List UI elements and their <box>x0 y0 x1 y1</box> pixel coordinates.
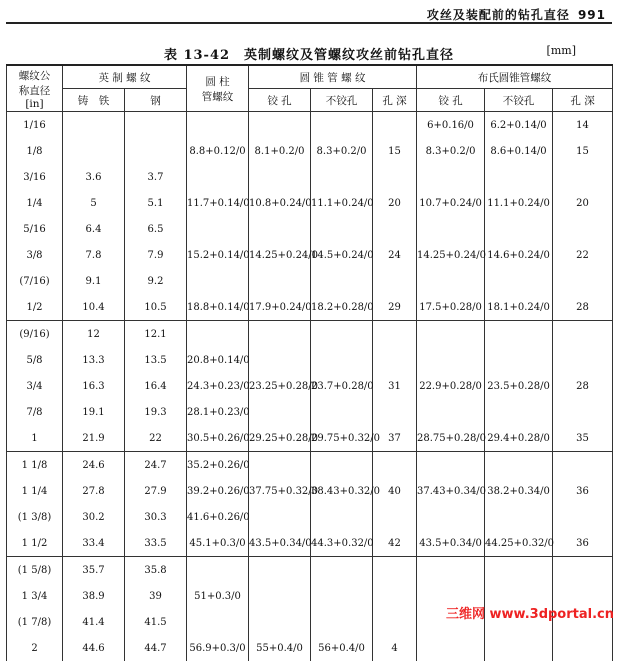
cell-thread-size: 1 1/4 <box>7 478 63 504</box>
cell-taper-not-reamed: 56+0.4/0 <box>311 635 373 661</box>
cell-taper-depth <box>373 347 417 373</box>
cell-taper-not-reamed: 29.75+0.32/0 <box>311 425 373 452</box>
table-row <box>7 268 613 294</box>
cell-cylindrical-pipe <box>187 216 249 242</box>
cell-npt-reamed <box>417 635 485 661</box>
cell-cast-iron: 38.9 <box>63 583 125 609</box>
cell-taper-depth <box>373 609 417 635</box>
col-uk-group: 英 制 螺 纹 <box>63 65 187 89</box>
cell-taper-depth: 20 <box>373 190 417 216</box>
cell-taper-depth <box>373 321 417 348</box>
cell-steel: 33.5 <box>125 530 187 557</box>
cell-npt-reamed <box>417 216 485 242</box>
cell-taper-depth: 31 <box>373 373 417 399</box>
cell-npt-not-reamed <box>485 321 553 348</box>
cell-thread-size: 3/4 <box>7 373 63 399</box>
cell-npt-reamed: 17.5+0.28/0 <box>417 294 485 321</box>
table-row <box>7 635 613 661</box>
table-row <box>7 504 613 530</box>
cell-thread-size: (7/16) <box>7 268 63 294</box>
col-npt-reamed: 铰 孔 <box>417 89 485 112</box>
cell-taper-not-reamed <box>311 347 373 373</box>
header-text: 攻丝及装配前的钻孔直径 <box>426 8 570 22</box>
cell-cylindrical-pipe: 18.8+0.14/0 <box>187 294 249 321</box>
cell-npt-not-reamed <box>485 216 553 242</box>
col-npt-depth: 孔 深 <box>553 89 613 112</box>
cell-taper-reamed <box>249 112 311 139</box>
cell-thread-size: 7/8 <box>7 399 63 425</box>
cell-thread-size: 1 1/8 <box>7 452 63 479</box>
cell-taper-not-reamed <box>311 557 373 584</box>
cell-cylindrical-pipe: 56.9+0.3/0 <box>187 635 249 661</box>
cell-cast-iron: 12 <box>63 321 125 348</box>
cell-taper-reamed <box>249 268 311 294</box>
col-steel: 钢 <box>125 89 187 112</box>
cell-taper-depth: 29 <box>373 294 417 321</box>
cell-taper-depth <box>373 583 417 609</box>
cell-npt-not-reamed: 29.4+0.28/0 <box>485 425 553 452</box>
cell-npt-depth: 36 <box>553 478 613 504</box>
cell-cast-iron: 3.6 <box>63 164 125 190</box>
col-taper-reamed: 铰 孔 <box>249 89 311 112</box>
cell-taper-depth <box>373 216 417 242</box>
cell-cast-iron: 33.4 <box>63 530 125 557</box>
cell-cast-iron: 30.2 <box>63 504 125 530</box>
cell-thread-size: 5/8 <box>7 347 63 373</box>
cell-taper-not-reamed <box>311 452 373 479</box>
cell-npt-not-reamed <box>485 399 553 425</box>
cell-cylindrical-pipe: 30.5+0.26/0 <box>187 425 249 452</box>
col-taper-depth: 孔 深 <box>373 89 417 112</box>
cell-npt-depth <box>553 347 613 373</box>
col-size-header: 螺纹公 称直径 [in] <box>7 65 63 112</box>
cell-taper-depth: 40 <box>373 478 417 504</box>
cell-thread-size: 1/16 <box>7 112 63 139</box>
cell-npt-reamed <box>417 452 485 479</box>
cell-taper-depth: 24 <box>373 242 417 268</box>
cell-cast-iron: 10.4 <box>63 294 125 321</box>
cell-steel: 24.7 <box>125 452 187 479</box>
cell-steel: 7.9 <box>125 242 187 268</box>
cell-taper-depth <box>373 399 417 425</box>
cell-taper-reamed: 10.8+0.24/0 <box>249 190 311 216</box>
cell-steel: 27.9 <box>125 478 187 504</box>
cell-taper-not-reamed: 44.3+0.32/0 <box>311 530 373 557</box>
cell-cast-iron: 21.9 <box>63 425 125 452</box>
cell-cast-iron: 13.3 <box>63 347 125 373</box>
cell-thread-size: 5/16 <box>7 216 63 242</box>
cell-npt-not-reamed <box>485 557 553 584</box>
cell-thread-size: (1 5/8) <box>7 557 63 584</box>
cell-npt-depth: 36 <box>553 530 613 557</box>
cell-cylindrical-pipe: 35.2+0.26/0 <box>187 452 249 479</box>
cell-cylindrical-pipe: 20.8+0.14/0 <box>187 347 249 373</box>
cell-taper-reamed: 14.25+0.24/0 <box>249 242 311 268</box>
table-row <box>7 373 613 399</box>
cell-cylindrical-pipe: 45.1+0.3/0 <box>187 530 249 557</box>
cell-taper-reamed <box>249 321 311 348</box>
cell-taper-reamed: 43.5+0.34/0 <box>249 530 311 557</box>
cell-thread-size: (1 3/8) <box>7 504 63 530</box>
cell-npt-reamed: 28.75+0.28/0 <box>417 425 485 452</box>
table-row <box>7 242 613 268</box>
cell-taper-depth: 4 <box>373 635 417 661</box>
cell-npt-reamed: 8.3+0.2/0 <box>417 138 485 164</box>
cell-steel: 22 <box>125 425 187 452</box>
cell-npt-depth: 35 <box>553 425 613 452</box>
cell-npt-depth <box>553 635 613 661</box>
cell-cylindrical-pipe <box>187 321 249 348</box>
col-npt-group: 布氏圆锥管螺纹 <box>417 65 613 89</box>
cell-taper-depth <box>373 452 417 479</box>
cell-taper-reamed <box>249 399 311 425</box>
cell-npt-depth <box>553 321 613 348</box>
cell-taper-reamed <box>249 347 311 373</box>
cell-npt-depth <box>553 399 613 425</box>
cell-cast-iron: 41.4 <box>63 609 125 635</box>
cell-taper-reamed <box>249 557 311 584</box>
cell-taper-depth: 37 <box>373 425 417 452</box>
cell-cylindrical-pipe <box>187 557 249 584</box>
cell-npt-not-reamed: 6.2+0.14/0 <box>485 112 553 139</box>
page-number: 991 <box>577 8 606 22</box>
cell-npt-reamed: 14.25+0.24/0 <box>417 242 485 268</box>
cell-thread-size: 1 3/4 <box>7 583 63 609</box>
cell-npt-not-reamed: 38.2+0.34/0 <box>485 478 553 504</box>
table-row <box>7 530 613 557</box>
col-cast-iron: 铸 铁 <box>63 89 125 112</box>
cell-steel <box>125 138 187 164</box>
table-row <box>7 190 613 216</box>
cell-taper-not-reamed <box>311 399 373 425</box>
cell-npt-not-reamed: 23.5+0.28/0 <box>485 373 553 399</box>
table-row <box>7 557 613 584</box>
cell-taper-depth <box>373 112 417 139</box>
cell-thread-size: 3/16 <box>7 164 63 190</box>
cell-cast-iron: 27.8 <box>63 478 125 504</box>
cell-steel: 39 <box>125 583 187 609</box>
drill-diameter-table <box>6 64 613 661</box>
cell-npt-depth <box>553 452 613 479</box>
table-title: 表 13-42 英制螺纹及管螺纹攻丝前钻孔直径 <box>163 48 455 63</box>
cell-steel: 6.5 <box>125 216 187 242</box>
watermark: 三维网 www.3dportal.cn <box>445 607 614 622</box>
cell-cast-iron: 6.4 <box>63 216 125 242</box>
cell-thread-size: 1 1/2 <box>7 530 63 557</box>
cell-steel: 16.4 <box>125 373 187 399</box>
col-taper-group: 圆 锥 管 螺 纹 <box>249 65 417 89</box>
cell-taper-not-reamed <box>311 504 373 530</box>
cell-steel: 35.8 <box>125 557 187 584</box>
cell-npt-reamed: 37.43+0.34/0 <box>417 478 485 504</box>
cell-cylindrical-pipe: 51+0.3/0 <box>187 583 249 609</box>
table-row <box>7 478 613 504</box>
cell-thread-size: (1 7/8) <box>7 609 63 635</box>
col-cylindrical: 圆 柱 管螺纹 <box>187 65 249 112</box>
cell-npt-not-reamed <box>485 635 553 661</box>
cell-steel: 12.1 <box>125 321 187 348</box>
table-row <box>7 216 613 242</box>
cell-cylindrical-pipe: 8.8+0.12/0 <box>187 138 249 164</box>
cell-npt-reamed <box>417 268 485 294</box>
cell-taper-reamed: 29.25+0.28/0 <box>249 425 311 452</box>
table-row <box>7 112 613 139</box>
cell-npt-not-reamed <box>485 452 553 479</box>
cell-cylindrical-pipe <box>187 268 249 294</box>
header-rule <box>6 22 612 24</box>
cell-npt-not-reamed: 44.25+0.32/0 <box>485 530 553 557</box>
cell-cast-iron: 9.1 <box>63 268 125 294</box>
table-row <box>7 425 613 452</box>
cell-cast-iron <box>63 138 125 164</box>
table-row <box>7 164 613 190</box>
cell-taper-not-reamed <box>311 216 373 242</box>
cell-thread-size: 3/8 <box>7 242 63 268</box>
cell-npt-reamed <box>417 321 485 348</box>
cell-cylindrical-pipe <box>187 164 249 190</box>
cell-npt-reamed <box>417 164 485 190</box>
table-row <box>7 138 613 164</box>
cell-taper-not-reamed: 14.5+0.24/0 <box>311 242 373 268</box>
cell-npt-not-reamed: 11.1+0.24/0 <box>485 190 553 216</box>
cell-taper-reamed <box>249 504 311 530</box>
cell-thread-size: 2 <box>7 635 63 661</box>
cell-cylindrical-pipe: 11.7+0.14/0 <box>187 190 249 216</box>
cell-thread-size: 1 <box>7 425 63 452</box>
cell-taper-depth <box>373 504 417 530</box>
cell-steel: 13.5 <box>125 347 187 373</box>
cell-cylindrical-pipe <box>187 609 249 635</box>
cell-taper-depth <box>373 164 417 190</box>
cell-taper-not-reamed: 23.7+0.28/0 <box>311 373 373 399</box>
table-row <box>7 321 613 348</box>
cell-npt-not-reamed: 14.6+0.24/0 <box>485 242 553 268</box>
cell-npt-depth <box>553 216 613 242</box>
cell-taper-reamed: 23.25+0.28/0 <box>249 373 311 399</box>
cell-npt-reamed <box>417 347 485 373</box>
cell-taper-reamed <box>249 216 311 242</box>
cell-npt-depth: 28 <box>553 373 613 399</box>
table-row <box>7 347 613 373</box>
cell-npt-depth: 28 <box>553 294 613 321</box>
cell-cylindrical-pipe: 39.2+0.26/0 <box>187 478 249 504</box>
cell-cast-iron: 35.7 <box>63 557 125 584</box>
cell-taper-reamed: 8.1+0.2/0 <box>249 138 311 164</box>
cell-npt-depth <box>553 268 613 294</box>
cell-npt-not-reamed: 18.1+0.24/0 <box>485 294 553 321</box>
cell-taper-not-reamed: 18.2+0.28/0 <box>311 294 373 321</box>
cell-cast-iron: 5 <box>63 190 125 216</box>
cell-steel: 9.2 <box>125 268 187 294</box>
col-taper-not-reamed: 不铰孔 <box>311 89 373 112</box>
cell-cast-iron: 44.6 <box>63 635 125 661</box>
cell-thread-size: (9/16) <box>7 321 63 348</box>
cell-steel: 3.7 <box>125 164 187 190</box>
cell-taper-not-reamed <box>311 112 373 139</box>
cell-taper-reamed: 55+0.4/0 <box>249 635 311 661</box>
cell-taper-not-reamed <box>311 583 373 609</box>
table-row <box>7 452 613 479</box>
cell-thread-size: 1/2 <box>7 294 63 321</box>
cell-steel: 10.5 <box>125 294 187 321</box>
cell-npt-not-reamed <box>485 504 553 530</box>
cell-taper-reamed <box>249 583 311 609</box>
cell-steel: 41.5 <box>125 609 187 635</box>
cell-cast-iron: 19.1 <box>63 399 125 425</box>
cell-taper-not-reamed: 11.1+0.24/0 <box>311 190 373 216</box>
cell-steel <box>125 112 187 139</box>
col-npt-not-reamed: 不铰孔 <box>485 89 553 112</box>
cell-npt-reamed: 10.7+0.24/0 <box>417 190 485 216</box>
table-row <box>7 294 613 321</box>
cell-npt-not-reamed <box>485 268 553 294</box>
cell-cast-iron <box>63 112 125 139</box>
cell-npt-reamed <box>417 557 485 584</box>
cell-taper-depth <box>373 268 417 294</box>
cell-cylindrical-pipe: 24.3+0.23/0 <box>187 373 249 399</box>
cell-cast-iron: 16.3 <box>63 373 125 399</box>
cell-npt-depth <box>553 164 613 190</box>
cell-npt-depth: 22 <box>553 242 613 268</box>
cell-taper-not-reamed <box>311 609 373 635</box>
cell-npt-reamed <box>417 504 485 530</box>
cell-npt-depth: 20 <box>553 190 613 216</box>
cell-npt-depth: 14 <box>553 112 613 139</box>
running-header <box>427 6 606 23</box>
cell-cylindrical-pipe <box>187 112 249 139</box>
cell-npt-depth <box>553 557 613 584</box>
cell-npt-reamed <box>417 399 485 425</box>
cell-npt-reamed: 22.9+0.28/0 <box>417 373 485 399</box>
cell-steel: 5.1 <box>125 190 187 216</box>
cell-taper-depth: 42 <box>373 530 417 557</box>
cell-taper-reamed: 17.9+0.24/0 <box>249 294 311 321</box>
cell-steel: 30.3 <box>125 504 187 530</box>
cell-taper-not-reamed <box>311 268 373 294</box>
cell-taper-depth <box>373 557 417 584</box>
cell-taper-reamed: 37.75+0.32/0 <box>249 478 311 504</box>
cell-npt-not-reamed <box>485 164 553 190</box>
unit-label: [mm] <box>546 44 576 57</box>
cell-npt-reamed: 43.5+0.34/0 <box>417 530 485 557</box>
cell-cylindrical-pipe: 41.6+0.26/0 <box>187 504 249 530</box>
cell-cast-iron: 7.8 <box>63 242 125 268</box>
cell-cast-iron: 24.6 <box>63 452 125 479</box>
cell-taper-depth: 15 <box>373 138 417 164</box>
cell-taper-not-reamed <box>311 321 373 348</box>
cell-npt-not-reamed: 8.6+0.14/0 <box>485 138 553 164</box>
cell-taper-not-reamed: 8.3+0.2/0 <box>311 138 373 164</box>
cell-taper-reamed <box>249 164 311 190</box>
cell-npt-not-reamed <box>485 347 553 373</box>
cell-thread-size: 1/8 <box>7 138 63 164</box>
cell-taper-reamed <box>249 609 311 635</box>
cell-npt-depth: 15 <box>553 138 613 164</box>
cell-npt-reamed: 6+0.16/0 <box>417 112 485 139</box>
cell-taper-not-reamed <box>311 164 373 190</box>
cell-thread-size: 1/4 <box>7 190 63 216</box>
cell-npt-depth <box>553 504 613 530</box>
cell-cylindrical-pipe: 15.2+0.14/0 <box>187 242 249 268</box>
cell-taper-reamed <box>249 452 311 479</box>
table-row <box>7 399 613 425</box>
cell-taper-not-reamed: 38.43+0.32/0 <box>311 478 373 504</box>
cell-cylindrical-pipe: 28.1+0.23/0 <box>187 399 249 425</box>
cell-steel: 19.3 <box>125 399 187 425</box>
cell-steel: 44.7 <box>125 635 187 661</box>
